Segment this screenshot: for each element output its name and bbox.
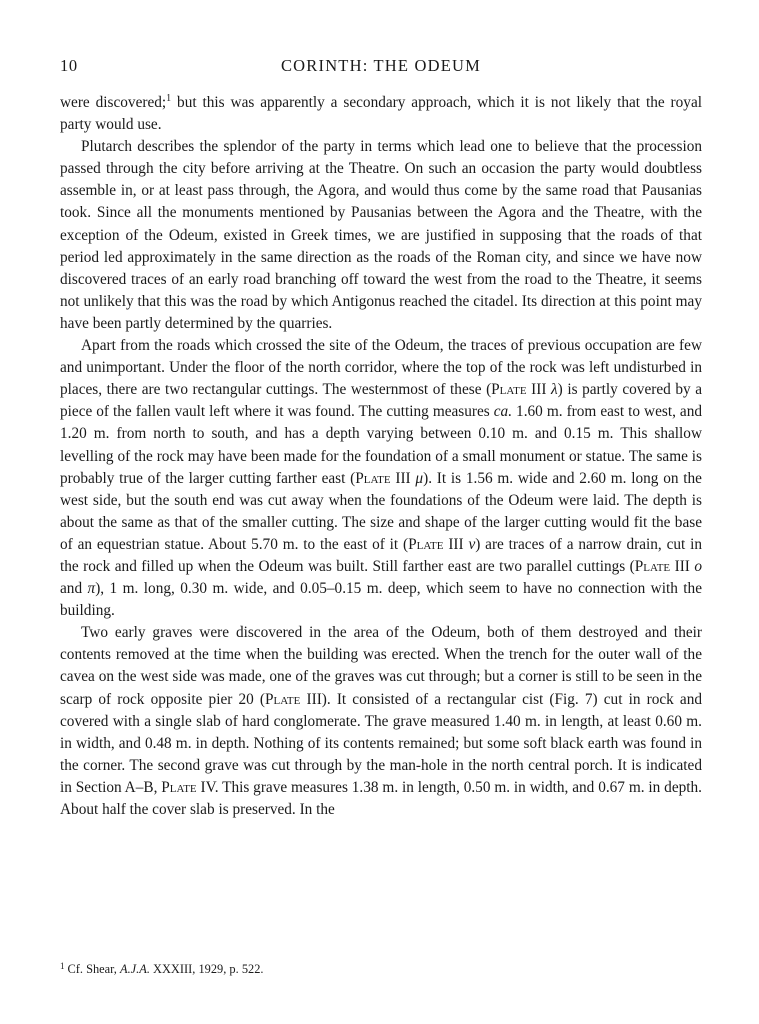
text-run: 1.60 m. from east to west, and 1.20 m. from north to south, and has a depth varying between 0.10 m. and 0.15 m. This shallow levelling of the rock may have been made for the foundation of a small monument or statue. The same is probably true of the larger cutting farther east (: [60, 403, 702, 487]
text-run: III: [670, 557, 695, 575]
footnote-marker: 1: [60, 961, 65, 971]
text-run: ), 1 m. long, 0.30 m. wide, and 0.05–0.15 m. deep, which seem to have no connection with the building.: [60, 580, 702, 620]
body-text: [60, 92, 702, 821]
small-caps-text: Plate: [264, 690, 301, 708]
text-run: IV. This grave measures 1.38 m. in length, 0.50 m. in width, and 0.67 m. in depth. About half the cover slab is preserved. In the: [60, 778, 702, 818]
italic-text: ca.: [493, 403, 513, 421]
small-caps-text: Plate: [355, 469, 391, 487]
italic-text: A.J.A.: [120, 962, 150, 976]
paragraph: [60, 92, 702, 136]
footnote: [60, 960, 702, 978]
text-run: III: [526, 381, 552, 399]
text-run: were discovered;: [60, 94, 167, 111]
italic-text: μ: [415, 469, 424, 487]
text-run: Cf. Shear,: [67, 962, 120, 976]
paragraph: [60, 335, 702, 622]
text-run: ). It is 1.56 m. wide and 2.60 m. long on the west side, but the south end was cut away when the foundations of the Odeum were laid. The depth is about the same as that of the smaller cutting. The size and shape of the larger cutting would fit the base of an equestrian statue. About 5.70 m. to the east of it (: [60, 469, 702, 553]
footnote-ref: 1: [166, 93, 172, 104]
text-run: but this was apparently a secondary approach, which it is not likely that the royal party would use.: [60, 94, 702, 134]
small-caps-text: Plate: [491, 381, 527, 399]
italic-text: ν: [468, 535, 476, 553]
text-run: Apart from the roads which crossed the site of the Odeum, the traces of previous occupation are few and unimportant. Under the floor of the north corridor, where the top of the rock was left undisturbed in places, there are two rectangular cuttings. The westernmost of these (: [60, 337, 702, 399]
text-run: ) is partly covered by a piece of the fallen vault left where it was found. The cutting measures: [60, 381, 703, 421]
text-run: ) are traces of a narrow drain, cut in the rock and filled up when the Odeum was built. Still farther east are two parallel cuttings (: [60, 535, 702, 575]
text-run: and: [60, 580, 88, 598]
small-caps-text: Plate: [634, 557, 671, 575]
text-run: XXXIII, 1929, p. 522.: [149, 962, 264, 976]
page-body: [60, 56, 702, 821]
small-caps-text: Plate: [408, 535, 444, 553]
running-title: CORINTH: THE ODEUM: [280, 56, 482, 75]
italic-text: ο: [694, 557, 702, 575]
text-run: III: [443, 535, 469, 553]
page-number: 10: [60, 56, 78, 75]
text-run: III: [390, 469, 416, 487]
italic-text: π: [87, 580, 96, 598]
text-run: Plutarch describes the splendor of the party in terms which lead one to believe that the procession passed through the city before arriving at the Theatre. On such an occasion the party would doubtless assemble in, or at least pass through, the Agora, and would thus come by the same road that Pausanias took. Since all the monuments mentioned by Pausanias between the Agora and the Theatre, with the exception of the Odeum, existed in Greek times, we are justified in supposing that the roads of that period led approximately in the same direction as the roads of the Roman city, and since we have now discovered traces of an early road branching off toward the west from the road to the Theatre, it seems not unlikely that this was the road by which Antigonus reached the citadel. Its direction at this point may have been partly determined by the quarries.: [60, 138, 702, 332]
small-caps-text: Plate: [161, 778, 197, 796]
italic-text: λ: [551, 381, 558, 399]
page-header: [60, 56, 702, 80]
paragraph: [60, 622, 702, 821]
text-run: III). It consisted of a rectangular cist (Fig. 7) cut in rock and covered with a single slab of hard conglomerate. The grave measured 1.40 m. in length, at least 0.60 m. in width, and 0.48 m. in depth. Nothing of its contents remained; but some soft black earth was found in the corner. The second grave was cut through by the man-hole in the north central porch. It is indicated in Section A–B,: [60, 690, 702, 796]
text-run: Two early graves were discovered in the area of the Odeum, both of them destroyed and their contents removed at the time when the building was erected. When the trench for the outer wall of the cavea on the west side was made, one of the graves was cut through; but a corner is still to be seen in the scarp of rock opposite pier 20 (: [60, 624, 702, 708]
paragraph: [60, 136, 702, 335]
